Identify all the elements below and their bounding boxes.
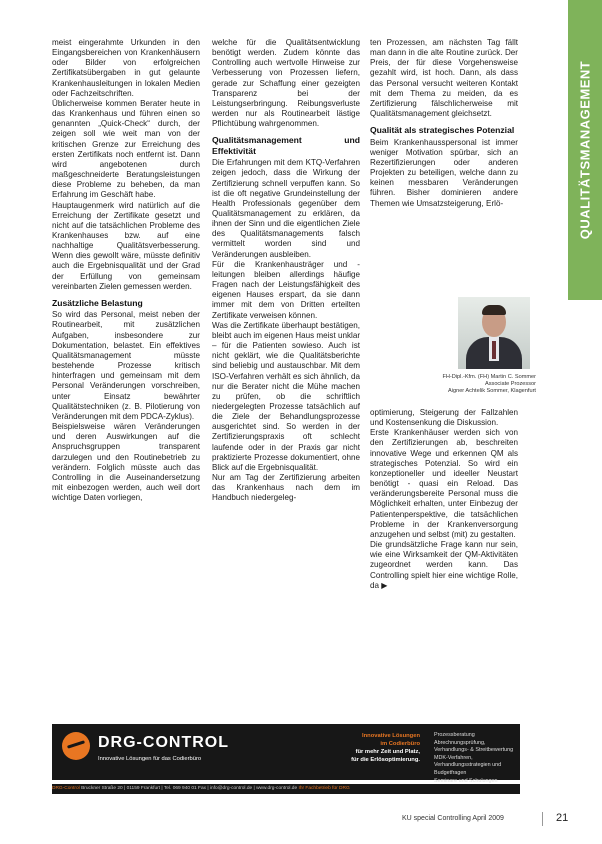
list-item: Abrechnungsprüfung, Verhandlungs- & Streitbewertung bbox=[434, 739, 514, 754]
paragraph: meist eingerahmte Urkunden in den Eingangsbereichen von Krankenhäusern oder Bilder von erfolgreichen Zertifikatsübergaben in gut gelaunte Krankenhausleitungen in lokalen Medien oder Fachzeitschriften. Üblicherweise kommen Berater heute in das Krankenhaus und führen einen so genannten „Quick-Check“ durch, der zeigen soll wie weit man von der kritischen Grenze zur Erreichung des ersten Zertifikats noch entfernt ist. Dann wird angebotenen durch maßgeschneiderte Beratungsleistungen diese Probleme zu beheben, da man Erfahrung im Geschäft habe. Hauptaugenmerk wird natürlich auf die Erreichung der Zertifikate gesetzt und nicht auf die tatsächlichen Probleme des Krankenhauses bzw. auf eine nachhaltige Qualitätsverbesserung. Wenn dies gewollt wäre, müsste definitiv auch die Ergebnisqualität und der Grad der Erfüllung von gemeinsam vereinbarten Zielen gemessen werden. bbox=[52, 38, 200, 291]
continue-arrow-icon: ▶ bbox=[381, 580, 388, 590]
brand-logo-icon bbox=[62, 732, 90, 760]
article-column-2 bbox=[212, 38, 360, 504]
paragraph: So wird das Personal, meist neben der Routinearbeit, mit zusätzlichen Aufgaben, insbesondere zur Dokumentation, belastet. Ein effektives Qualitätsmanagement müsste bestehende Prozesse kritisch hinterfragen und gemeinsam mit dem Personal Veränderungen vorschreiben, unter Einsatz bewährter Qualitätstechniken (z. B. Pilotierung von Veränderungen mit dem PDCA-Zyklus). Beispielsweise wären Veränderungen und deren Auswirkungen auf die Anspruchsgruppen transparent darzulegen und den Routinebetrieb zu verändern. Folglich müsste auch das Controlling in die Auseinandersetzung mit einbezogen werden, auch weil dort wichtige Daten vorliegen, bbox=[52, 310, 200, 503]
section-heading: Zusätzliche Belastung bbox=[52, 297, 143, 308]
ad-footer-bar: DRG-Control Bruckner Straße 20 | 01159 Frankfurt | Tel. 069 940 01 Fax | info@drg-control.de | www.drg-control.de Ihr Fachbetrieb für DRG bbox=[52, 784, 520, 794]
footer-divider bbox=[542, 812, 543, 826]
photo-caption bbox=[432, 374, 536, 396]
paragraph: welche für die Qualitätsentwicklung benötigt werden. Zudem könnte das Controlling auch wertvolle Hinweise zur Verbesserung von Prozessen liefern, gerade zur Schaffung einer gezeigten Transparenz bei der Leistungserbringung. Reibungsverluste werden nur als Routinearbeit lästige Pflichtübung wahrgenommen. bbox=[212, 38, 360, 129]
paragraph: ten Prozessen, am nächsten Tag fällt man dann in die alte Routine zurück. Der Preis, der für diese Vorgehensweise gezahlt wird, ist hoch. Dann, als dass das Personal versucht weiteren Kontakt mit dem Thema zu meiden, da es Zertifizierung fälschlicherweise mit Qualitätsmanagement gleichsetzt. bbox=[370, 38, 518, 119]
advertisement-banner[interactable] bbox=[52, 724, 520, 784]
list-item: Seminare und Schulungen bbox=[434, 777, 498, 784]
caption-org: Aigner Achtelik Sommer, Klagenfurt bbox=[448, 388, 536, 395]
article-column-3-bottom bbox=[370, 408, 518, 591]
section-heading: Qualität als strategisches Potenzial bbox=[370, 125, 515, 136]
page-number: 21 bbox=[556, 812, 569, 824]
article-column-1 bbox=[52, 38, 200, 503]
caption-role: Associate Prozessor bbox=[485, 381, 536, 388]
ad-tagline: Innovative Lösungen für das Codierbüro bbox=[98, 756, 202, 762]
ad-contact-line: Bruckner Straße 20 | 01159 Frankfurt | Tel. 069 940 01 Fax | info@drg-control.de | www.drg-control.de bbox=[81, 786, 298, 791]
paragraph: Beim Krankenhausspersonal ist immer weniger Motivation spürbar, sich an Rezertifizierungen oder anderen Projekten zu beteiligen, welche dann zu keinen messbaren Veränderungen führen. Bisher dominieren andere Themen wie Umsatzsteigerung, Erlö- bbox=[370, 137, 518, 208]
section-sidebar bbox=[568, 0, 602, 300]
list-item: Prozessberatung bbox=[434, 732, 475, 738]
paragraph: Die Erfahrungen mit dem KTQ-Verfahren zeigen jedoch, dass die Wirkung der Zertifizierung schnell verpuffen kann. So ist die oft negative Grundeinstellung der Health Professionals gegenüber dem Qualitätsmanagement zu erklären, da ihnen der Sinn und die eigentlichen Ziele des Qualitätsmanagements falsch vermittelt worden sind und Veränderungen ausbleiben. Für die Krankenhausträger und -leitungen bleiben allerdings häufige Fragen nach der Leistungsfähigkeit des eigenen Hauses erspart, da sie dann immer mit dem von Dritten erteilten Zertifikate verweisen können. Was die Zertifikate überhaupt bestätigen, bleibt auch im eigenen Haus meist unklar – für die Patienten sowieso. Auch ist nicht geklärt, wie die Qualitätsberichte sind beliebig und austauschbar. Mit dem ISO-Verfahren verhält es sich ähnlich, da nur die Berater nicht die Mühe machen zu prüfen, ob die schriftlich niedergelegten Prozesse tatsächlich auf die Ziele der Behandlungsprozesse ausgerichtet sind. So werden in der Zertifizierungspraxis oft schlecht laufende oder in der Praxis gar nicht praktizierte Prozesse dokumentiert, ohne Blick auf die Ergebnisqualität. Nur am Tag der Zertifizierung arbeiten das Krankenhaus nach dem im Handbuch niedergeleg- bbox=[212, 158, 361, 503]
ad-brand-name: DRG-CONTROL bbox=[98, 734, 229, 751]
section-heading: Qualitätsmanagement und Effektivität bbox=[212, 135, 360, 156]
paragraph: optimierung, Steigerung der Fallzahlen und Kostensenkung die Diskussion. Erste Krankenhäuser werden sich von den Zertifizierungen ab, beschreiten innovative Wege und erkennen QM als strategisches Potenzial. So wird ein konzeptioneller und ideeller Neustart benötigt - quasi ein Reload. Das veränderungsbereite Personal muss die Möglichkeit erhalten, unter Einbezug der Patientenperspektive, die tatsächlichen Probleme in der Krankenversorgung anzugehen und selbst (mit) zu gestalten. Die grundsätzliche Frage kann nur sein, wie eine Wirksamkeit der QM-Aktivitäten zugeordnet werden kann. Das Controlling spielt hier eine wichtige Rolle, da ▶ bbox=[370, 408, 518, 590]
ad-slogan: Innovative Lösungen im Codierbüro für mehr Zeit und Platz, für die Erlösoptimierung. bbox=[351, 733, 420, 763]
publication-name: KU special Controlling April 2009 bbox=[402, 815, 504, 822]
caption-name: FH-Dipl.-Kfm. (FH) Martin C. Sommer bbox=[442, 374, 536, 380]
list-item: MDK-Verfahren, Verhandlungsstrategien und Budgetfragen bbox=[434, 754, 502, 776]
article-column-3-top bbox=[370, 38, 518, 209]
author-photo bbox=[458, 297, 530, 369]
ad-services-list bbox=[434, 732, 518, 785]
section-label: QUALITÄTSMANAGEMENT bbox=[577, 60, 593, 240]
